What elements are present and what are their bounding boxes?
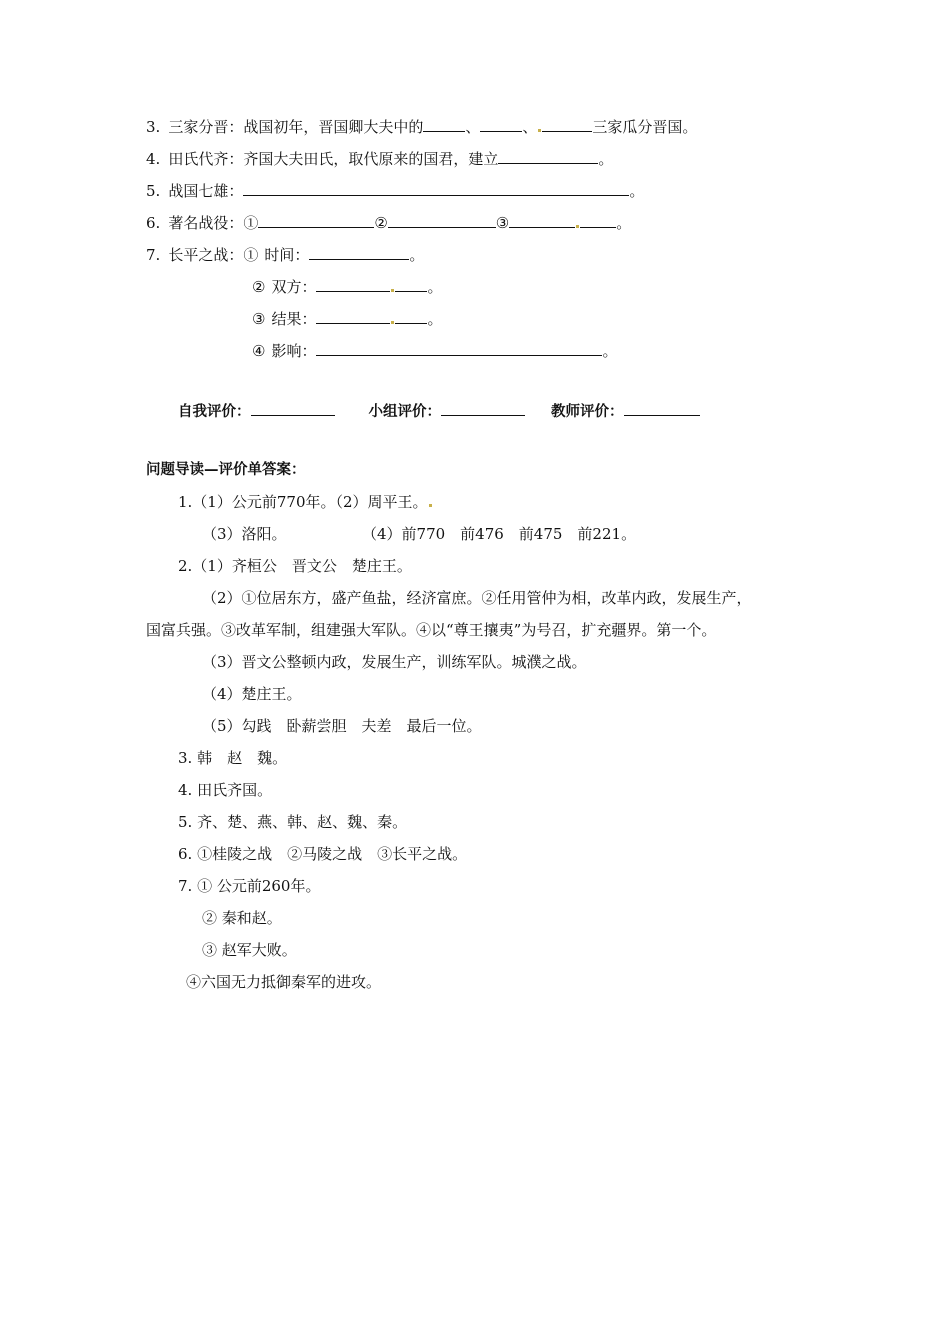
answer-1-line-2b: （4）前770 前476 前475 前221。 <box>362 525 637 543</box>
answer-2-line-1: 2.（1）齐桓公 晋文公 楚庄王。 <box>178 557 412 575</box>
answer-blank[interactable] <box>395 308 427 324</box>
answer-1-line-1 <box>178 492 433 512</box>
circled-marker: ③ <box>252 310 266 328</box>
question-number: 7. <box>146 246 161 264</box>
answer-blank[interactable] <box>316 308 390 324</box>
question-tail: 。 <box>602 342 618 360</box>
question-label: 著名战役： <box>168 214 244 232</box>
answer-blank[interactable] <box>316 340 602 356</box>
group-evaluation-label: 小组评价： <box>368 404 441 420</box>
question-tail: 。 <box>427 278 443 296</box>
answer-blank[interactable] <box>388 212 496 228</box>
answer-3: 3. 韩 赵 魏。 <box>178 749 288 767</box>
answer-7-line-4: ④六国无力抵御秦军的进攻。 <box>186 973 382 991</box>
question-text: 齐国大夫田氏，取代原来的国君，建立 <box>243 150 499 168</box>
mark-dot <box>576 225 579 228</box>
answer-blank[interactable] <box>542 116 592 132</box>
question-tail: 。 <box>629 182 645 200</box>
question-7-item-2 <box>252 276 442 297</box>
question-number: 3. <box>146 118 161 136</box>
sub-label: 影响： <box>271 342 317 360</box>
circled-marker: ④ <box>252 342 266 360</box>
answers-heading: 问题导读—评价单答案： <box>146 462 306 478</box>
question-tail: 。 <box>409 246 425 264</box>
answer-1-line-2a: （3）洛阳。 <box>202 525 287 543</box>
answer-2-line-3: 国富兵强。③改革军制，组建强大军队。④以“尊王攘夷”为号召，扩充疆界。第一个。 <box>146 621 717 639</box>
separator: 、 <box>465 118 481 136</box>
mark-dot <box>391 289 394 292</box>
sub-label: 时间： <box>264 246 310 264</box>
circled-marker: ② <box>252 278 266 296</box>
question-3 <box>146 116 697 137</box>
question-label: 战国七雄： <box>168 182 244 200</box>
answer-blank[interactable] <box>309 244 409 260</box>
mark-dot <box>429 504 432 507</box>
answer-7-line-2: ② 秦和赵。 <box>202 909 282 927</box>
mark-dot <box>391 321 394 324</box>
circled-marker: ① <box>243 246 259 264</box>
answer-5: 5. 齐、楚、燕、韩、赵、魏、秦。 <box>178 813 408 831</box>
answer-7-line-3: ③ 赵军大败。 <box>202 941 297 959</box>
question-7 <box>146 244 424 265</box>
mark-dot <box>538 129 541 132</box>
answer-blank[interactable] <box>243 180 629 196</box>
circled-marker: ③ <box>495 214 510 232</box>
answer-blank[interactable] <box>258 212 374 228</box>
question-number: 5. <box>146 182 161 200</box>
self-evaluation-label: 自我评价： <box>178 404 251 420</box>
circled-marker: ① <box>243 214 259 232</box>
answer-2-line-5: （4）楚庄王。 <box>202 685 302 703</box>
group-evaluation-blank[interactable] <box>441 400 525 416</box>
question-label: 长平之战： <box>168 246 244 264</box>
answer-2-line-4: （3）晋文公整顿内政，发展生产，训练军队。城濮之战。 <box>202 653 587 671</box>
question-label: 三家分晋： <box>168 118 244 136</box>
question-text: 战国初年，晋国卿大夫中的 <box>243 118 424 136</box>
answer-blank[interactable] <box>480 116 522 132</box>
separator: 、 <box>522 118 538 136</box>
question-6 <box>146 212 631 233</box>
self-evaluation-blank[interactable] <box>251 400 335 416</box>
answer-6: 6. ①桂陵之战 ②马陵之战 ③长平之战。 <box>178 845 468 863</box>
question-number: 6. <box>146 214 161 232</box>
answer-blank[interactable] <box>316 276 390 292</box>
question-7-item-4 <box>252 340 617 361</box>
answer-2-line-6: （5）勾践 卧薪尝胆 夫差 最后一位。 <box>202 717 482 735</box>
question-7-item-3 <box>252 308 442 329</box>
answer-4: 4. 田氏齐国。 <box>178 781 273 799</box>
question-tail: 三家瓜分晋国。 <box>592 118 698 136</box>
answer-blank[interactable] <box>509 212 575 228</box>
evaluation-row <box>178 400 700 422</box>
question-number: 4. <box>146 150 161 168</box>
answer-blank[interactable] <box>498 148 598 164</box>
question-5 <box>146 180 644 201</box>
answer-blank[interactable] <box>395 276 427 292</box>
teacher-evaluation-blank[interactable] <box>624 400 700 416</box>
answer-7-line-1: 7. ① 公元前260年。 <box>178 877 321 895</box>
question-tail: 。 <box>616 214 632 232</box>
sub-label: 结果： <box>271 310 317 328</box>
question-tail: 。 <box>598 150 614 168</box>
question-4 <box>146 148 613 169</box>
answer-text: 1.（1）公元前770年。（2）周平王。 <box>178 493 428 511</box>
question-label: 田氏代齐： <box>168 150 244 168</box>
answer-blank[interactable] <box>580 212 616 228</box>
question-tail: 。 <box>427 310 443 328</box>
sub-label: 双方： <box>271 278 317 296</box>
answer-blank[interactable] <box>423 116 465 132</box>
teacher-evaluation-label: 教师评价： <box>551 404 624 420</box>
circled-marker: ② <box>374 214 388 232</box>
answer-2-line-2: （2）①位居东方，盛产鱼盐，经济富庶。②任用管仲为相，改革内政，发展生产， <box>202 589 752 607</box>
